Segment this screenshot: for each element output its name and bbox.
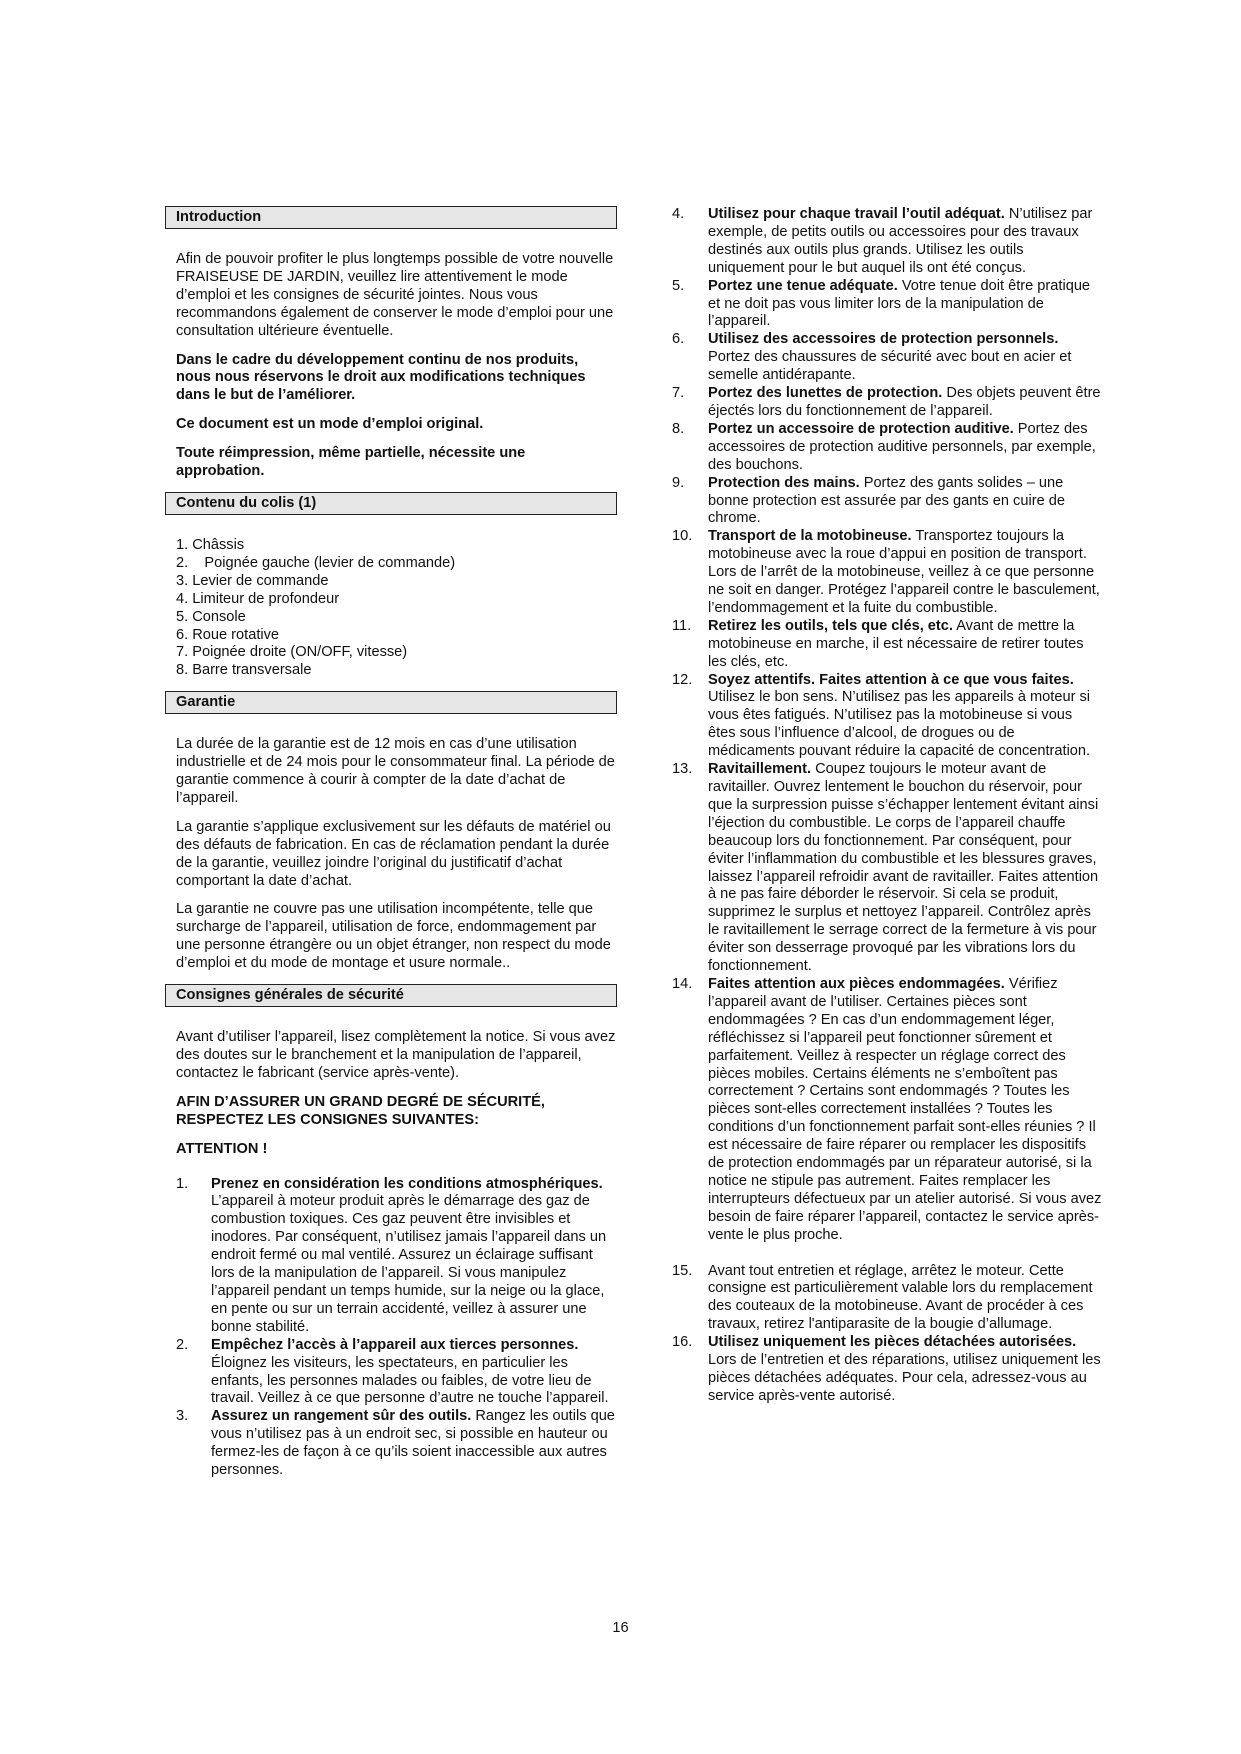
attention-label: ATTENTION ! <box>176 1140 268 1157</box>
item-title: Portez un accessoire de protection auditive. <box>708 420 1014 437</box>
safety-item <box>176 1176 617 1337</box>
warranty-paragraph: La durée de la garantie est de 12 mois en cas d’une utilisation industrielle et de 24 mois pour le consommateur final. La période de garantie commence à courir à compter de la date d’achat de l’appareil. <box>176 736 615 806</box>
item-text: Votre tenue doit être pratique et ne doit pas vous limiter lors de la manipulation de l’appareil. <box>708 277 1091 330</box>
item-number: 9. <box>672 474 685 491</box>
item-number: 16. <box>672 1334 693 1351</box>
warranty-body <box>165 736 617 973</box>
item-text: Portez des gants solides – une bonne protection est assurée par des gants en cuire de chrome. <box>708 474 1065 527</box>
intro-reprint-note: Toute réimpression, même partielle, nécessite une approbation. <box>176 445 526 480</box>
safety-item <box>672 331 1102 385</box>
item-text: Portez des accessoires de protection auditive personnels, par exemple, des bouchons. <box>708 420 1096 473</box>
item-title: Utilisez des accessoires de protection personnels. <box>708 331 1059 348</box>
item-title: Ravitaillement. <box>708 761 812 778</box>
item-number: 6. <box>672 331 685 348</box>
item-title: Faites attention aux pièces endommagées. <box>708 975 1005 992</box>
section-heading-contents: Contenu du colis (1) <box>165 492 617 515</box>
contents-body <box>165 537 617 680</box>
section-heading-introduction: Introduction <box>165 206 617 229</box>
item-text: Transportez toujours la motobineuse avec la roue d’appui en position de transport. Lors de l’arrêt de la motobineuse, veillez à ce que personne ne soit en danger. Protégez l’appareil contre le basculement, l’endommagement et la fuite du combustible. <box>708 528 1100 616</box>
list-item: 3. Levier de commande <box>176 572 329 589</box>
list-item: 6. Roue rotative <box>176 626 280 643</box>
item-text: Lors de l’entretien et des réparations, utilisez uniquement les pièces détachées adéquates. Pour cela, adressez-vous au service après-vente autorisé. <box>708 1352 1101 1404</box>
introduction-body <box>165 251 617 481</box>
list-item: 7. Poignée droite (ON/OFF, vitesse) <box>176 644 408 661</box>
safety-item <box>672 1334 1102 1406</box>
list-item: 1. Châssis <box>176 536 245 553</box>
safety-item <box>672 475 1102 529</box>
intro-paragraph: Afin de pouvoir profiter le plus longtemps possible de votre nouvelle FRAISEUSE DE JARDIN, veuillez lire attentivement le mode d’emploi et les consignes de sécurité jointes. Nous vous recommandons également de conserver le mode d’emploi pour une consultation ultérieure éventuelle. <box>176 251 614 339</box>
safety-item <box>672 1263 1102 1335</box>
item-text: Utilisez le bon sens. N’utilisez pas les appareils à moteur si vous êtes fatigués. N’utilisez pas la motobineuse si vous êtes sous l’influence d’alcool, de drogues ou de médicaments pouvant réduire la capacité de concentration. <box>708 689 1091 760</box>
item-text: L’appareil à moteur produit après le démarrage des gaz de combustion toxiques. Ces gaz peuvent être invisibles et inodores. Par conséquent, n’utilisez jamais l’appareil dans un endroit fermé ou mal ventilé. Assurez un éclairage suffisant lors de la manipulation de l’appareil. Si vous manipulez l’appareil pendant un temps humide, sur la neige ou la glace, en pente ou sur un terrain accidenté, veillez à assurer une bonne stabilité. <box>211 1193 607 1335</box>
list-item: 2. Poignée gauche (levier de commande) <box>176 554 456 571</box>
item-title: Transport de la motobineuse. <box>708 528 912 545</box>
item-title: Utilisez uniquement les pièces détachées autorisées. <box>708 1334 1077 1351</box>
item-number: 13. <box>672 761 693 778</box>
intro-disclaimer: Dans le cadre du développement continu de nos produits, nous nous réservons le droit aux modifications techniques dans le but de l’améliorer. <box>176 351 586 404</box>
item-text: Coupez toujours le moteur avant de ravitailler. Ouvrez lentement le bouchon du réservoir, pour que la surpression puisse s’échapper lentement évitant ainsi l’éjection du combustible. Le corps de l’appareil chauffe beaucoup lors du fonctionnement. Par conséquent, pour éviter l’inflammation du combustible et les blessures graves, laissez l’appareil refroidir avant de ravitailler. Faites attention à ne pas faire déborder le réservoir. Si cela se produit, supprimez le surplus et nettoyez l’appareil. Contrôlez après le ravitaillement le serrage correct de la fermeture à vis pour éviter son desserrage provoqué par les vibrations lors du fonctionnement. <box>708 761 1099 975</box>
safety-item <box>176 1337 617 1409</box>
item-text: Rangez les outils que vous n’utilisez pas à un endroit sec, si possible en hauteur ou fermez-les de façon à ce qu’ils soient inaccessible aux autres personnes. <box>211 1408 615 1479</box>
item-number: 10. <box>672 528 693 545</box>
item-number: 15. <box>672 1262 693 1279</box>
safety-item <box>672 528 1102 618</box>
item-text: Vérifiez l’appareil avant de l’utiliser. Certaines pièces sont endommagées ? En cas d’un endommagement léger, réfléchissez si l’appareil peut fonctionner sûrement et parfaitement. Veillez à respecter un réglage correct des pièces mobiles. Certains éléments ne s’emboîtent pas correctement ? Certains sont endommagés ? Toutes les pièces sont-elles correctement installées ? Toutes les conditions d’un fonctionnement parfait sont-elles réunies ? Il est nécessaire de faire réparer ou remplacer les dispositifs de protection endommagés par un réparateur autorisé, si la notice ne stipule pas autrement. Faites remplacer les interrupteurs défectueux par un atelier autorisé. Si vous avez besoin de faire réparer l’appareil, contactez le service après-vente le plus proche. <box>708 975 1102 1243</box>
item-title: Assurez un rangement sûr des outils. <box>211 1408 472 1425</box>
safety-item <box>672 278 1102 332</box>
item-number: 14. <box>672 975 693 992</box>
intro-original-note: Ce document est un mode d’emploi original. <box>176 416 484 433</box>
section-heading-warranty: Garantie <box>165 691 617 714</box>
safety-list <box>176 1176 617 1480</box>
list-item: 8. Barre transversale <box>176 662 312 679</box>
item-title: Utilisez pour chaque travail l’outil adéquat. <box>708 206 1005 222</box>
right-column <box>672 206 1102 1417</box>
item-text: N’utilisez par exemple, de petits outils ou accessoires pour des travaux destinés aux outils plus grands. Utilisez les outils uniquement pour le but auquel ils ont été conçus. <box>708 206 1093 276</box>
item-title: Soyez attentifs. Faites attention à ce que vous faites. <box>708 671 1074 688</box>
safety-intro: Avant d’utiliser l’appareil, lisez complètement la notice. Si vous avez des doutes sur le branchement et la manipulation de l’appareil, contactez le fabricant (service après-vente). <box>176 1029 616 1081</box>
safety-item <box>672 206 1102 278</box>
safety-item <box>672 672 1102 762</box>
item-text: Portez des chaussures de sécurité avec bout en acier et semelle antidérapante. <box>708 349 1072 384</box>
item-title: Portez une tenue adéquate. <box>708 277 898 294</box>
safety-item <box>672 761 1102 976</box>
list-item: 5. Console <box>176 608 246 625</box>
item-text: Des objets peuvent être éjectés lors du fonctionnement de l’appareil. <box>708 385 1101 419</box>
page-number: 16 <box>612 1620 629 1636</box>
safety-item <box>672 421 1102 475</box>
item-title: Empêchez l’accès à l’appareil aux tierces personnes. <box>211 1336 579 1353</box>
item-number: 5. <box>672 277 685 294</box>
item-title: Protection des mains. <box>708 474 860 491</box>
item-number: 3. <box>176 1408 189 1425</box>
item-title: Prenez en considération les conditions atmosphériques. <box>211 1175 603 1192</box>
item-number: 12. <box>672 671 693 688</box>
safety-list-continued <box>672 206 1102 1406</box>
list-item: 4. Limiteur de profondeur <box>176 590 340 607</box>
item-text: Avant tout entretien et réglage, arrêtez le moteur. Cette consigne est particulièrement valable lors du remplacement des couteaux de la motobineuse. Avant de procéder à ces travaux, retirez l'antiparasite de la bougie d’allumage. <box>708 1262 1093 1333</box>
safety-item <box>672 385 1102 421</box>
item-number: 8. <box>672 420 685 437</box>
item-number: 1. <box>176 1175 189 1192</box>
warranty-paragraph: La garantie s’applique exclusivement sur les défauts de matériel ou des défauts de fabrication. En cas de réclamation pendant la durée de la garantie, veuillez joindre l’original du justificatif d’achat comportant la date d’achat. <box>176 818 611 889</box>
item-title: Portez des lunettes de protection. <box>708 385 943 402</box>
item-number: 11. <box>672 617 692 634</box>
item-number: 7. <box>672 385 685 402</box>
warranty-paragraph: La garantie ne couvre pas une utilisation incompétente, telle que surcharge de l’appareil, utilisation de force, endommagement par une personne étrangère ou un objet étranger, non respect du mode d’emploi et du mode de montage et usure normale.. <box>176 901 611 972</box>
item-title: Retirez les outils, tels que clés, etc. <box>708 617 953 634</box>
item-text: Avant de mettre la motobineuse en marche, il est nécessaire de retirer toutes les clés, etc. <box>708 617 1084 670</box>
item-number: 2. <box>176 1336 189 1353</box>
safety-body <box>165 1029 617 1480</box>
safety-item <box>672 618 1102 672</box>
item-text: Éloignez les visiteurs, les spectateurs, en particulier les enfants, les personnes malades ou faibles, de votre lieu de travail. Veillez à ce que personne d’autre ne touche l’appareil. <box>211 1354 609 1407</box>
left-column <box>165 206 617 1491</box>
contents-list <box>176 537 617 680</box>
safety-warning: AFIN D’ASSURER UN GRAND DEGRÉ DE SÉCURITÉ, RESPECTEZ LES CONSIGNES SUIVANTES: <box>176 1093 545 1128</box>
item-number: 4. <box>672 206 685 222</box>
safety-item <box>672 976 1102 1245</box>
safety-item <box>176 1408 617 1480</box>
section-heading-safety: Consignes générales de sécurité <box>165 984 617 1007</box>
